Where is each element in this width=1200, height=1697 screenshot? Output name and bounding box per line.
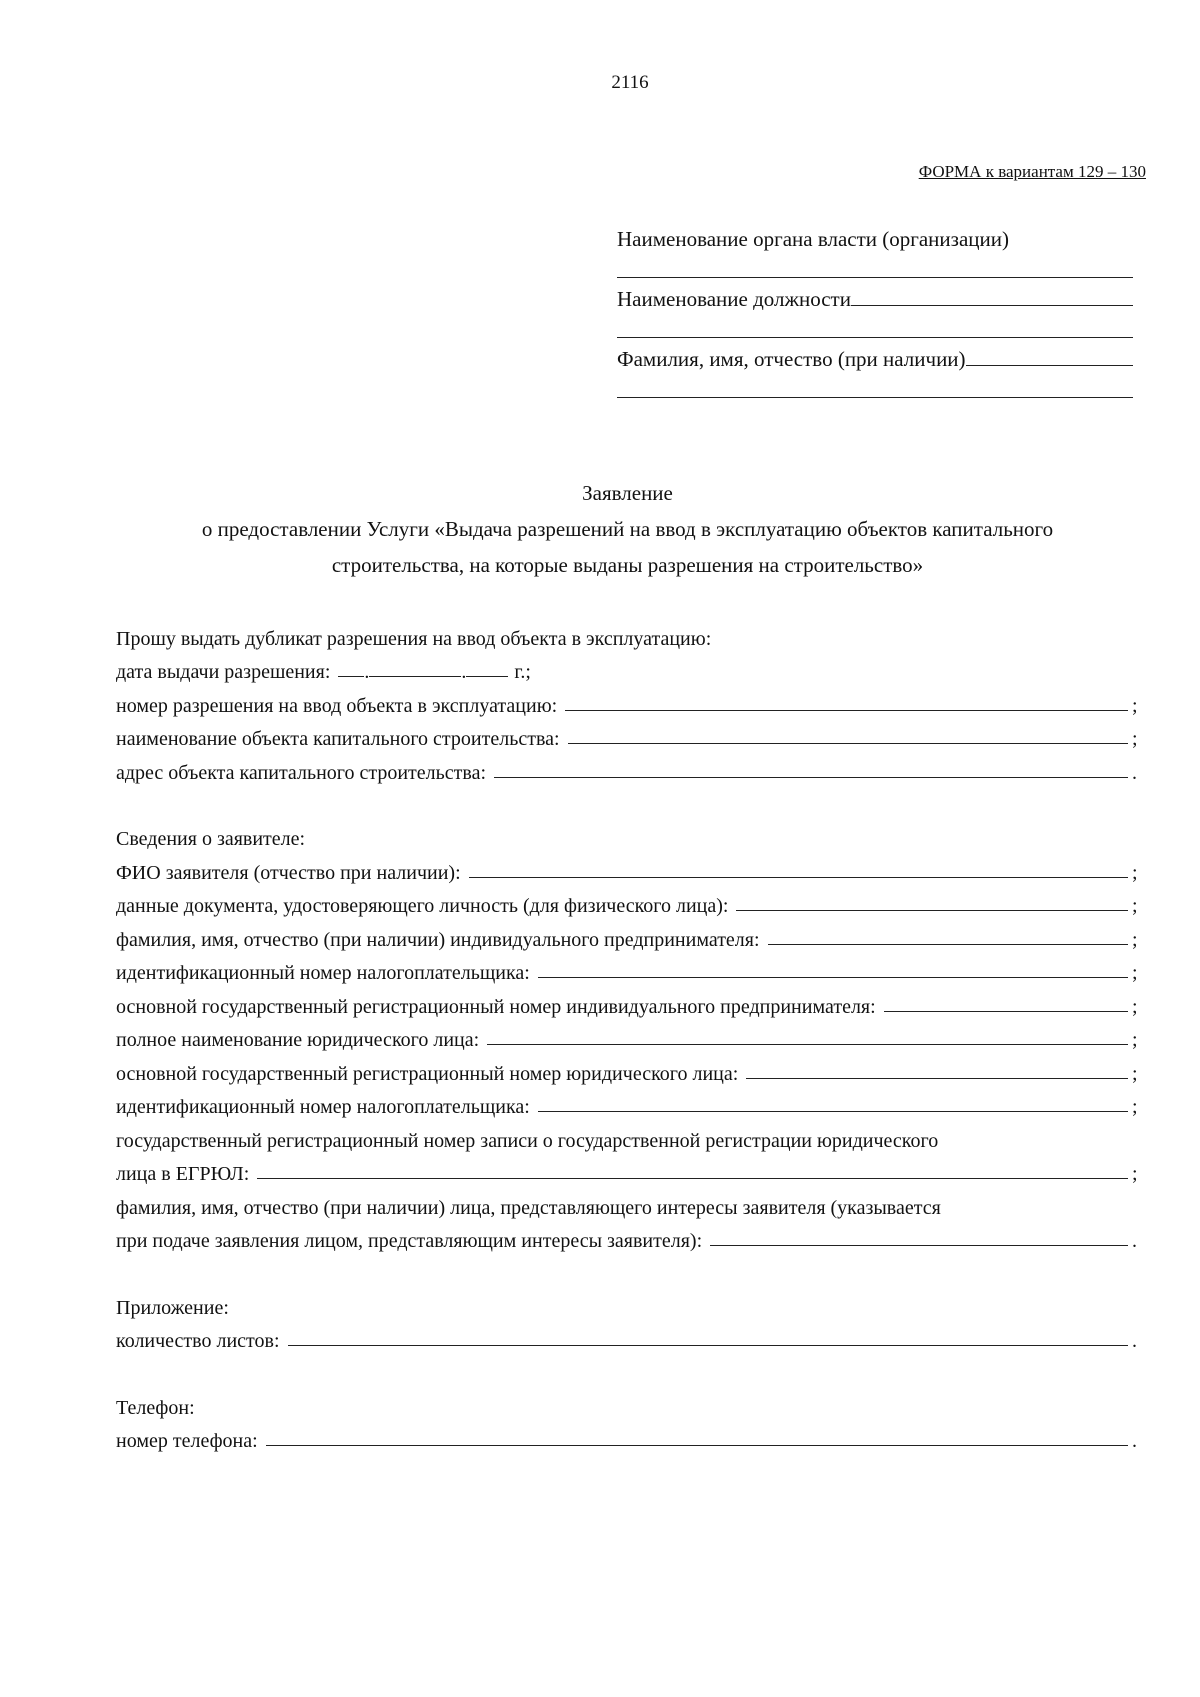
legal-name-field[interactable] xyxy=(487,1043,1128,1045)
punct-semicolon: ; xyxy=(1132,861,1138,884)
representative-row-1 xyxy=(116,1186,1140,1220)
punct-period: . xyxy=(1132,1330,1137,1352)
ogrn-field[interactable] xyxy=(746,1077,1128,1079)
ogrnip-field[interactable] xyxy=(884,1010,1128,1012)
phone-number-field[interactable] xyxy=(266,1444,1128,1446)
permit-number-row xyxy=(116,684,1140,718)
title-line-1: о предоставлении Услуги «Выдача разрешений на ввод в эксплуатацию объектов капитального xyxy=(201,517,1054,541)
object-name-field[interactable] xyxy=(568,742,1128,744)
representative-label-line-1: фамилия, имя, отчество (при наличии) лица, представляющего интересы заявителя (указывается xyxy=(116,1196,941,1219)
addressee-block xyxy=(617,218,1133,398)
representative-label-line-2: при подаче заявления лицом, представляющим интересы заявителя): xyxy=(116,1230,703,1252)
sheets-label: количество листов: xyxy=(116,1330,280,1352)
id-document-field[interactable] xyxy=(736,909,1128,911)
punct-semicolon: ; xyxy=(1132,1029,1138,1051)
position-field[interactable] xyxy=(851,304,1133,306)
egrul-label-line-2: лица в ЕГРЮЛ: xyxy=(116,1163,250,1185)
spacer xyxy=(116,785,1140,818)
legal-name-label: полное наименование юридического лица: xyxy=(116,1029,480,1051)
punct-period: . xyxy=(1132,1430,1137,1452)
issue-day-field[interactable] xyxy=(338,675,364,677)
issue-date-label: дата выдачи разрешения: xyxy=(116,661,331,683)
egrul-row-1 xyxy=(116,1119,1140,1153)
punct-period: . xyxy=(1132,1230,1137,1252)
permit-number-label: номер разрешения на ввод объекта в эксплуатацию: xyxy=(116,694,558,717)
request-intro: Прошу выдать дубликат разрешения на ввод объекта в эксплуатацию: xyxy=(116,627,712,650)
issue-month-field[interactable] xyxy=(369,675,461,677)
object-name-label: наименование объекта капитального строительства: xyxy=(116,728,560,750)
fio-label: ФИО заявителя (отчество при наличии): xyxy=(116,861,461,884)
inn-row-2 xyxy=(116,1086,1140,1120)
form-reference: ФОРМА к вариантам 129 – 130 xyxy=(918,162,1146,181)
spacer xyxy=(116,1353,1140,1386)
ie-name-field[interactable] xyxy=(768,943,1128,945)
punct-semicolon: ; xyxy=(1132,895,1138,917)
id-document-row xyxy=(116,885,1140,919)
id-document-label: данные документа, удостоверяющего личность (для физического лица): xyxy=(116,895,729,917)
sheets-field[interactable] xyxy=(288,1344,1128,1346)
date-separator-1: . xyxy=(364,661,370,683)
fio-field[interactable] xyxy=(469,876,1128,878)
authority-field[interactable] xyxy=(617,252,1133,278)
attachment-heading: Приложение: xyxy=(116,1296,229,1319)
authority-row xyxy=(617,218,1133,252)
egrul-field[interactable] xyxy=(257,1177,1128,1179)
issue-date-row xyxy=(116,651,1140,685)
position-label: Наименование должности xyxy=(617,287,851,311)
applicant-heading: Сведения о заявителе: xyxy=(116,828,306,850)
name-field-extra[interactable] xyxy=(617,372,1133,398)
egrul-label-line-1: государственный регистрационный номер записи о государственной регистрации юридического xyxy=(116,1129,939,1152)
egrul-row-2 xyxy=(116,1153,1140,1187)
position-field-extra[interactable] xyxy=(617,312,1133,338)
representative-row-2 xyxy=(116,1220,1140,1254)
sheets-row xyxy=(116,1320,1140,1354)
ogrnip-row xyxy=(116,985,1140,1019)
object-address-label: адрес объекта капитального строительства: xyxy=(116,761,487,784)
date-separator-2: . xyxy=(461,661,467,683)
spacer xyxy=(116,1253,1140,1286)
permit-number-field[interactable] xyxy=(565,709,1128,711)
issue-year-field[interactable] xyxy=(466,675,508,677)
punct-semicolon: ; xyxy=(1132,995,1138,1018)
document-title xyxy=(110,475,1145,583)
ogrnip-label: основной государственный регистрационный номер индивидуального предпринимателя: xyxy=(116,995,876,1018)
position-row xyxy=(617,278,1133,312)
name-label: Фамилия, имя, отчество (при наличии) xyxy=(617,347,966,371)
inn-field-1[interactable] xyxy=(538,976,1128,978)
year-suffix: г.; xyxy=(514,661,531,683)
punct-period: . xyxy=(1132,761,1137,784)
phone-number-label: номер телефона: xyxy=(116,1430,258,1452)
object-address-field[interactable] xyxy=(494,776,1128,778)
phone-heading-row xyxy=(116,1386,1140,1420)
punct-semicolon: ; xyxy=(1132,1163,1138,1185)
object-address-row xyxy=(116,751,1140,785)
form-body xyxy=(116,617,1140,1453)
phone-number-row xyxy=(116,1420,1140,1454)
ogrn-label: основной государственный регистрационный номер юридического лица: xyxy=(116,1062,739,1085)
legal-name-row xyxy=(116,1019,1140,1053)
title-line-2: строительства, на которые выданы разрешения на строительство» xyxy=(331,553,924,577)
inn-field-2[interactable] xyxy=(538,1110,1128,1112)
punct-semicolon: ; xyxy=(1132,928,1138,951)
authority-label: Наименование органа власти (организации) xyxy=(617,227,1009,251)
punct-semicolon: ; xyxy=(1132,728,1138,750)
inn-label-2: идентификационный номер налогоплательщика: xyxy=(116,1096,530,1118)
ogrn-row xyxy=(116,1052,1140,1086)
ie-name-label: фамилия, имя, отчество (при наличии) индивидуального предпринимателя: xyxy=(116,928,760,951)
name-field[interactable] xyxy=(966,364,1133,366)
ie-name-row xyxy=(116,918,1140,952)
phone-heading: Телефон: xyxy=(116,1396,195,1419)
inn-row-1 xyxy=(116,952,1140,986)
inn-label-1: идентификационный номер налогоплательщика: xyxy=(116,962,530,984)
name-row xyxy=(617,338,1133,372)
fio-row xyxy=(116,851,1140,885)
applicant-heading-row xyxy=(116,818,1140,852)
punct-semicolon: ; xyxy=(1132,1062,1138,1085)
punct-semicolon: ; xyxy=(1132,1096,1138,1118)
attachment-heading-row xyxy=(116,1286,1140,1320)
title-heading: Заявление xyxy=(582,481,673,505)
punct-semicolon: ; xyxy=(1132,694,1138,717)
punct-semicolon: ; xyxy=(1132,962,1138,984)
page-number: 2116 xyxy=(611,72,649,93)
object-name-row xyxy=(116,718,1140,752)
request-intro-row xyxy=(116,617,1140,651)
representative-field[interactable] xyxy=(710,1244,1128,1246)
